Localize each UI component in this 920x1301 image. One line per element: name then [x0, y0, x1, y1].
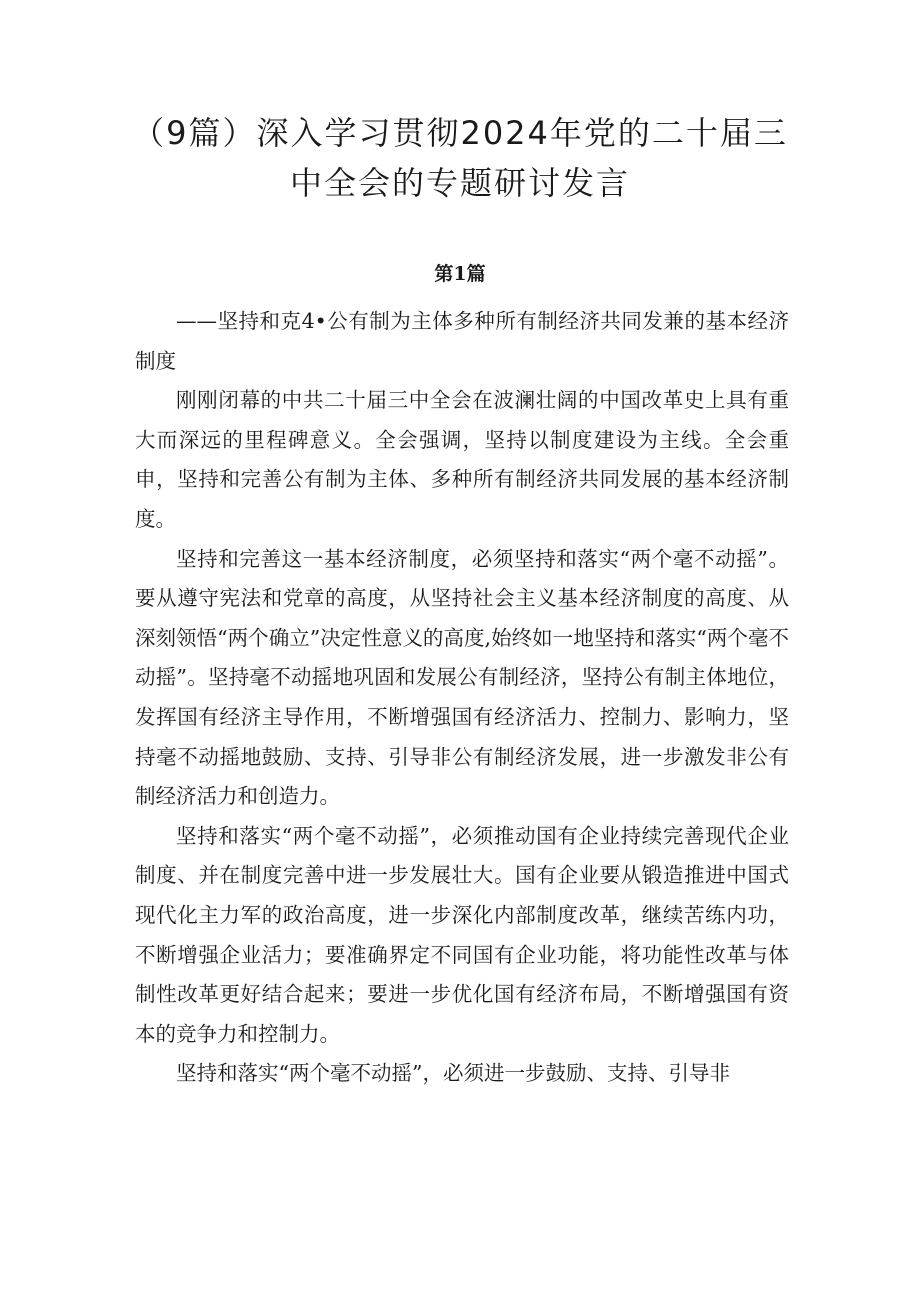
body-paragraph-3: 坚持和落实“两个毫不动摇”，必须推动国有企业持续完善现代企业制度、并在制度完善中进一步发展壮大。国有企业要从锻造推进中国式现代化主力军的政治高度，进一步深化内部制度改革，继续苦练内功，不断增强企业活力；要准确界定不同国有企业功能，将功能性改革与体制性改革更好结合起来；要进一步优化国有经济布局，不断增强国有资本的竞争力和控制力。	[135, 823, 789, 1046]
body-paragraph-1: 刚刚闭幕的中共二十届三中全会在波澜壮阔的中国改革史上具有重大而深远的里程碑意义。全会强调，坚持以制度建设为主线。全会重申，坚持和完善公有制为主体、多种所有制经济共同发展的基本经济制度。	[135, 388, 789, 531]
document-title-line-2: 中全会的专题研讨发言	[289, 164, 630, 202]
document-title-line-1: （9篇）深入学习贯彻2024年党的二十届三	[132, 114, 788, 152]
body-text	[135, 302, 789, 1094]
section-subtitle: ——坚持和克4•公有制为主体多种所有制经济共同发兼的基本经济制度	[135, 309, 789, 373]
section-heading: 第1篇	[434, 263, 486, 285]
body-paragraph-4: 坚持和落实“两个毫不动摇”，必须进一步鼓励、支持、引导非	[176, 1061, 730, 1086]
body-paragraph-2: 坚持和完善这一基本经济制度，必须坚持和落实“两个毫不动摇”。要从遵守宪法和党章的高度，从坚持社会主义基本经济制度的高度、从深刻领悟“两个确立”决定性意义的高度,始终如一地坚持和落实“两个毫不动摇”。坚持毫不动摇地巩固和发展公有制经济，坚持公有制主体地位，发挥国有经济主导作用，不断增强国有经济活力、控制力、影响力，坚持毫不动摇地鼓励、支持、引导非公有制经济发展，进一步激发非公有制经济活力和创造力。	[135, 546, 789, 809]
document-title	[120, 108, 800, 208]
